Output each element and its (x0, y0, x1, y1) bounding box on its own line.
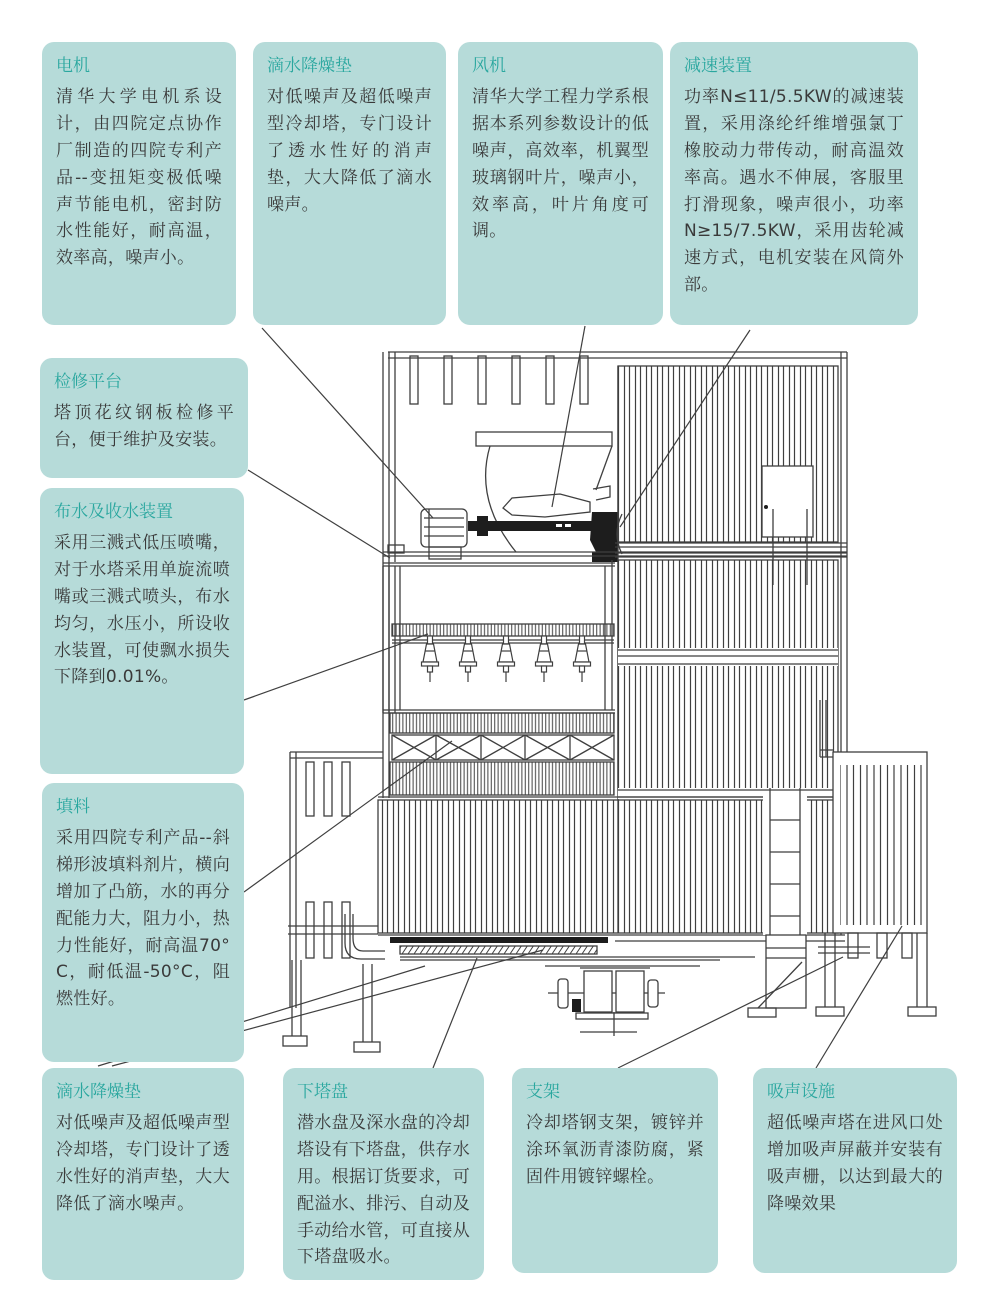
callout-gear-unit (670, 42, 918, 325)
leader-fan (552, 326, 585, 507)
callout-acoustic-facility (753, 1068, 957, 1273)
top-eliminator-slats (410, 356, 588, 404)
callout-platform-title: 检修平台 (54, 372, 122, 392)
callout-acoustic-facility-body: 超低噪声塔在进风口处增加吸声屏蔽并安装有吸声栅，以达到最大的降噪效果 (767, 1113, 943, 1214)
callout-fan-body: 清华大学工程力学系根据本系列参数设计的低噪声，高效率，机翼型玻璃钢叶片，噪声小，效率高，叶片角度可调。 (472, 87, 649, 242)
callout-drip-pad-bottom-title: 滴水降燥垫 (56, 1082, 141, 1102)
leader-motor (262, 328, 433, 518)
callout-lower-basin-title: 下塔盘 (297, 1082, 348, 1102)
callout-fill-title: 填料 (56, 797, 90, 817)
callout-water-distribution (40, 488, 244, 774)
left-inlet-panel (283, 752, 385, 1052)
callout-gear-unit-body: 功率N≤11/5.5KW的减速装置，采用涤纶纤维增强氯丁橡胶动力带传动，耐高温效率高。遇水不伸展，客服里打滑现象，噪声很小，功率N≥15/7.5KW，采用齿轮减速方式，电机安装在风筒外部。 (684, 87, 904, 296)
callout-lower-basin (283, 1068, 484, 1280)
callout-water-distribution-title: 布水及收水装置 (54, 502, 173, 522)
callout-fan (458, 42, 663, 325)
callout-motor-body: 清华大学电机系设计，由四院定点协作厂制造的四院专利产品--变扭矩变极低噪声节能电机，密封防水性能好，耐高温，效率高，噪声小。 (56, 87, 222, 269)
callout-fan-title: 风机 (472, 56, 506, 76)
gearbox-hub (590, 512, 618, 562)
callout-platform (40, 358, 248, 478)
callout-drip-pad-bottom (42, 1068, 244, 1280)
callout-acoustic-facility-title: 吸声设施 (767, 1082, 835, 1102)
callout-gear-unit-title: 减速装置 (684, 56, 752, 76)
callout-lower-basin-body: 潜水盘及深水盘的冷却塔设有下塔盘，供存水用。根据订货要求，可配溢水、排污、自动及手动给水管，可直接从下塔盘吸水。 (297, 1113, 470, 1268)
callout-motor (42, 42, 236, 325)
callout-support-frame-body: 冷却塔钢支架，镀锌并涂环氧沥青漆防腐，紧固件用镀锌螺栓。 (526, 1113, 704, 1187)
callout-platform-body: 塔顶花纹钢板检修平台，便于维护及安装。 (54, 403, 234, 450)
bottom-pipework (548, 968, 665, 1036)
callout-fill-body: 采用四院专利产品--斜梯形波填料剂片，横向增加了凸筋，水的再分配能力大，阻力小，热力性能好，耐高温70°C，耐低温-50°C，阻燃性好。 (56, 828, 230, 1010)
callout-drip-pad-top-title: 滴水降燥垫 (267, 56, 352, 76)
callout-support-frame (512, 1068, 718, 1273)
callout-water-distribution-body: 采用三溅式低压喷嘴，对于水塔采用单旋流喷嘴或三溅式喷头，布水均匀，水压小，所设收水装置，可使飘水损失下降到0.01%。 (54, 533, 230, 688)
callout-drip-pad-top (253, 42, 446, 325)
callout-fill (42, 783, 244, 1062)
leader-support (618, 957, 843, 1068)
drive-shaft (468, 516, 594, 536)
callout-support-frame-title: 支架 (526, 1082, 560, 1102)
callout-motor-title: 电机 (56, 56, 90, 76)
callout-drip-pad-top-body: 对低噪声及超低噪声型冷却塔，专门设计了透水性好的消声垫，大大降低了滴水噪声。 (267, 87, 432, 215)
leader-basin (433, 958, 477, 1068)
leader-platform (248, 470, 390, 558)
callout-drip-pad-bottom-body: 对低噪声及超低噪声型冷却塔，专门设计了透水性好的消声垫，大大降低了滴水噪声。 (56, 1113, 230, 1214)
